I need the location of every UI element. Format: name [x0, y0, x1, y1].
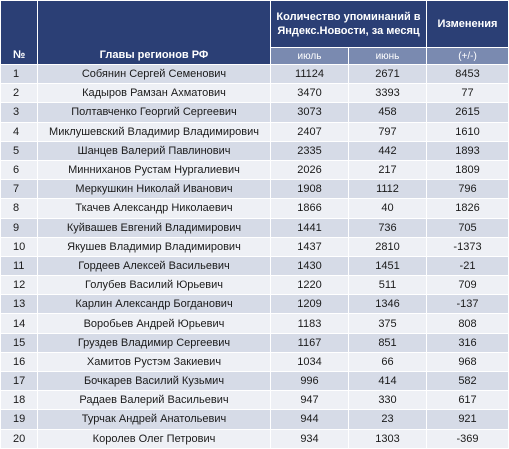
governor-name: Полтавченко Георгий Сергеевич [38, 103, 271, 122]
mentions-july: 3073 [271, 103, 349, 122]
row-number: 18 [1, 391, 38, 410]
mentions-july: 1908 [271, 180, 349, 199]
governor-name: Собянин Сергей Семенович [38, 65, 271, 84]
mentions-change: 617 [427, 391, 509, 410]
table-row [1, 65, 509, 84]
table-row [1, 372, 509, 391]
row-number: 12 [1, 276, 38, 295]
mentions-july: 2335 [271, 141, 349, 160]
mentions-change: 1809 [427, 160, 509, 179]
mentions-change: 705 [427, 218, 509, 237]
row-number: 14 [1, 314, 38, 333]
table-row [1, 333, 509, 352]
row-number: 7 [1, 180, 38, 199]
mentions-june: 797 [349, 122, 427, 141]
mentions-june: 2671 [349, 65, 427, 84]
mentions-change: 709 [427, 276, 509, 295]
column-header-mentions [271, 1, 427, 48]
governor-name: Якушев Владимир Владимирович [38, 237, 271, 256]
mentions-change: 1826 [427, 199, 509, 218]
row-number: 10 [1, 237, 38, 256]
row-number: 6 [1, 160, 38, 179]
mentions-change: -369 [427, 429, 509, 448]
mentions-july: 1441 [271, 218, 349, 237]
mentions-july: 1167 [271, 333, 349, 352]
mentions-july: 11124 [271, 65, 349, 84]
mentions-july: 996 [271, 372, 349, 391]
mentions-july: 1183 [271, 314, 349, 333]
mentions-june: 3393 [349, 84, 427, 103]
table-row [1, 295, 509, 314]
mentions-change: 316 [427, 333, 509, 352]
mentions-change: -1373 [427, 237, 509, 256]
column-header-july: июль [271, 48, 349, 65]
row-number: 8 [1, 199, 38, 218]
mentions-june: 414 [349, 372, 427, 391]
row-number: 17 [1, 372, 38, 391]
mentions-change: 2615 [427, 103, 509, 122]
mentions-change: 8453 [427, 65, 509, 84]
mentions-july: 1866 [271, 199, 349, 218]
mentions-june: 66 [349, 352, 427, 371]
table-row [1, 256, 509, 275]
governor-name: Меркушкин Николай Иванович [38, 180, 271, 199]
table-row [1, 391, 509, 410]
mentions-june: 442 [349, 141, 427, 160]
mentions-change: -21 [427, 256, 509, 275]
mentions-july: 1220 [271, 276, 349, 295]
mentions-june: 1346 [349, 295, 427, 314]
column-header-change-unit: (+/-) [427, 48, 509, 65]
mentions-june: 375 [349, 314, 427, 333]
mentions-change: 1610 [427, 122, 509, 141]
mentions-change: 77 [427, 84, 509, 103]
governor-name: Шанцев Валерий Павлинович [38, 141, 271, 160]
table-row [1, 352, 509, 371]
mentions-june: 511 [349, 276, 427, 295]
column-header-number: № [1, 1, 38, 65]
mentions-june: 1112 [349, 180, 427, 199]
row-number: 1 [1, 65, 38, 84]
mentions-july: 1209 [271, 295, 349, 314]
table-row [1, 237, 509, 256]
governor-name: Голубев Василий Юрьевич [38, 276, 271, 295]
governor-name: Воробьев Андрей Юрьевич [38, 314, 271, 333]
table-row [1, 84, 509, 103]
mentions-title-line2: Яндекс.Новости, за месяц [277, 25, 420, 37]
mentions-title-line1: Количество упоминаний в [276, 11, 421, 23]
mentions-july: 934 [271, 429, 349, 448]
table-row [1, 218, 509, 237]
governor-name: Миклушевский Владимир Владимирович [38, 122, 271, 141]
row-number: 13 [1, 295, 38, 314]
table-row [1, 276, 509, 295]
column-header-june: июнь [349, 48, 427, 65]
governor-name: Турчак Андрей Анатольевич [38, 410, 271, 429]
table-row [1, 103, 509, 122]
table-row [1, 122, 509, 141]
column-header-change: Изменения [427, 1, 509, 48]
governor-name: Королев Олег Петрович [38, 429, 271, 448]
row-number: 3 [1, 103, 38, 122]
mentions-july: 1437 [271, 237, 349, 256]
column-header-name: Главы регионов РФ [38, 1, 271, 65]
table-row [1, 429, 509, 448]
mentions-change: 921 [427, 410, 509, 429]
table-row [1, 160, 509, 179]
mentions-july: 2407 [271, 122, 349, 141]
governor-name: Минниханов Рустам Нургалиевич [38, 160, 271, 179]
mentions-june: 23 [349, 410, 427, 429]
mentions-july: 1034 [271, 352, 349, 371]
governor-name: Бочкарев Василий Кузьмич [38, 372, 271, 391]
governor-name: Ткачев Александр Николаевич [38, 199, 271, 218]
mentions-change: 968 [427, 352, 509, 371]
mentions-june: 851 [349, 333, 427, 352]
governor-name: Груздев Владимир Сергеевич [38, 333, 271, 352]
row-number: 4 [1, 122, 38, 141]
row-number: 15 [1, 333, 38, 352]
governor-name: Хамитов Рустэм Закиевич [38, 352, 271, 371]
mentions-june: 40 [349, 199, 427, 218]
mentions-change: 582 [427, 372, 509, 391]
mentions-june: 330 [349, 391, 427, 410]
table-row [1, 410, 509, 429]
mentions-july: 2026 [271, 160, 349, 179]
governor-name: Кадыров Рамзан Ахматович [38, 84, 271, 103]
row-number: 9 [1, 218, 38, 237]
row-number: 2 [1, 84, 38, 103]
row-number: 19 [1, 410, 38, 429]
mentions-june: 736 [349, 218, 427, 237]
header-row [1, 1, 509, 48]
mentions-june: 1303 [349, 429, 427, 448]
table-row [1, 199, 509, 218]
governor-name: Гордеев Алексей Васильевич [38, 256, 271, 275]
mentions-june: 217 [349, 160, 427, 179]
mentions-june: 458 [349, 103, 427, 122]
governor-name: Куйвашев Евгений Владимирович [38, 218, 271, 237]
governor-name: Карлин Александр Богданович [38, 295, 271, 314]
mentions-june: 2810 [349, 237, 427, 256]
table-row [1, 314, 509, 333]
table-row [1, 180, 509, 199]
mentions-july: 1430 [271, 256, 349, 275]
table-row [1, 141, 509, 160]
row-number: 16 [1, 352, 38, 371]
row-number: 5 [1, 141, 38, 160]
mentions-july: 3470 [271, 84, 349, 103]
mentions-change: 808 [427, 314, 509, 333]
row-number: 11 [1, 256, 38, 275]
mentions-july: 944 [271, 410, 349, 429]
mentions-july: 947 [271, 391, 349, 410]
mentions-june: 1451 [349, 256, 427, 275]
mentions-change: 1893 [427, 141, 509, 160]
mentions-change: 796 [427, 180, 509, 199]
governor-name: Радаев Валерий Васильевич [38, 391, 271, 410]
mentions-change: -137 [427, 295, 509, 314]
row-number: 20 [1, 429, 38, 448]
